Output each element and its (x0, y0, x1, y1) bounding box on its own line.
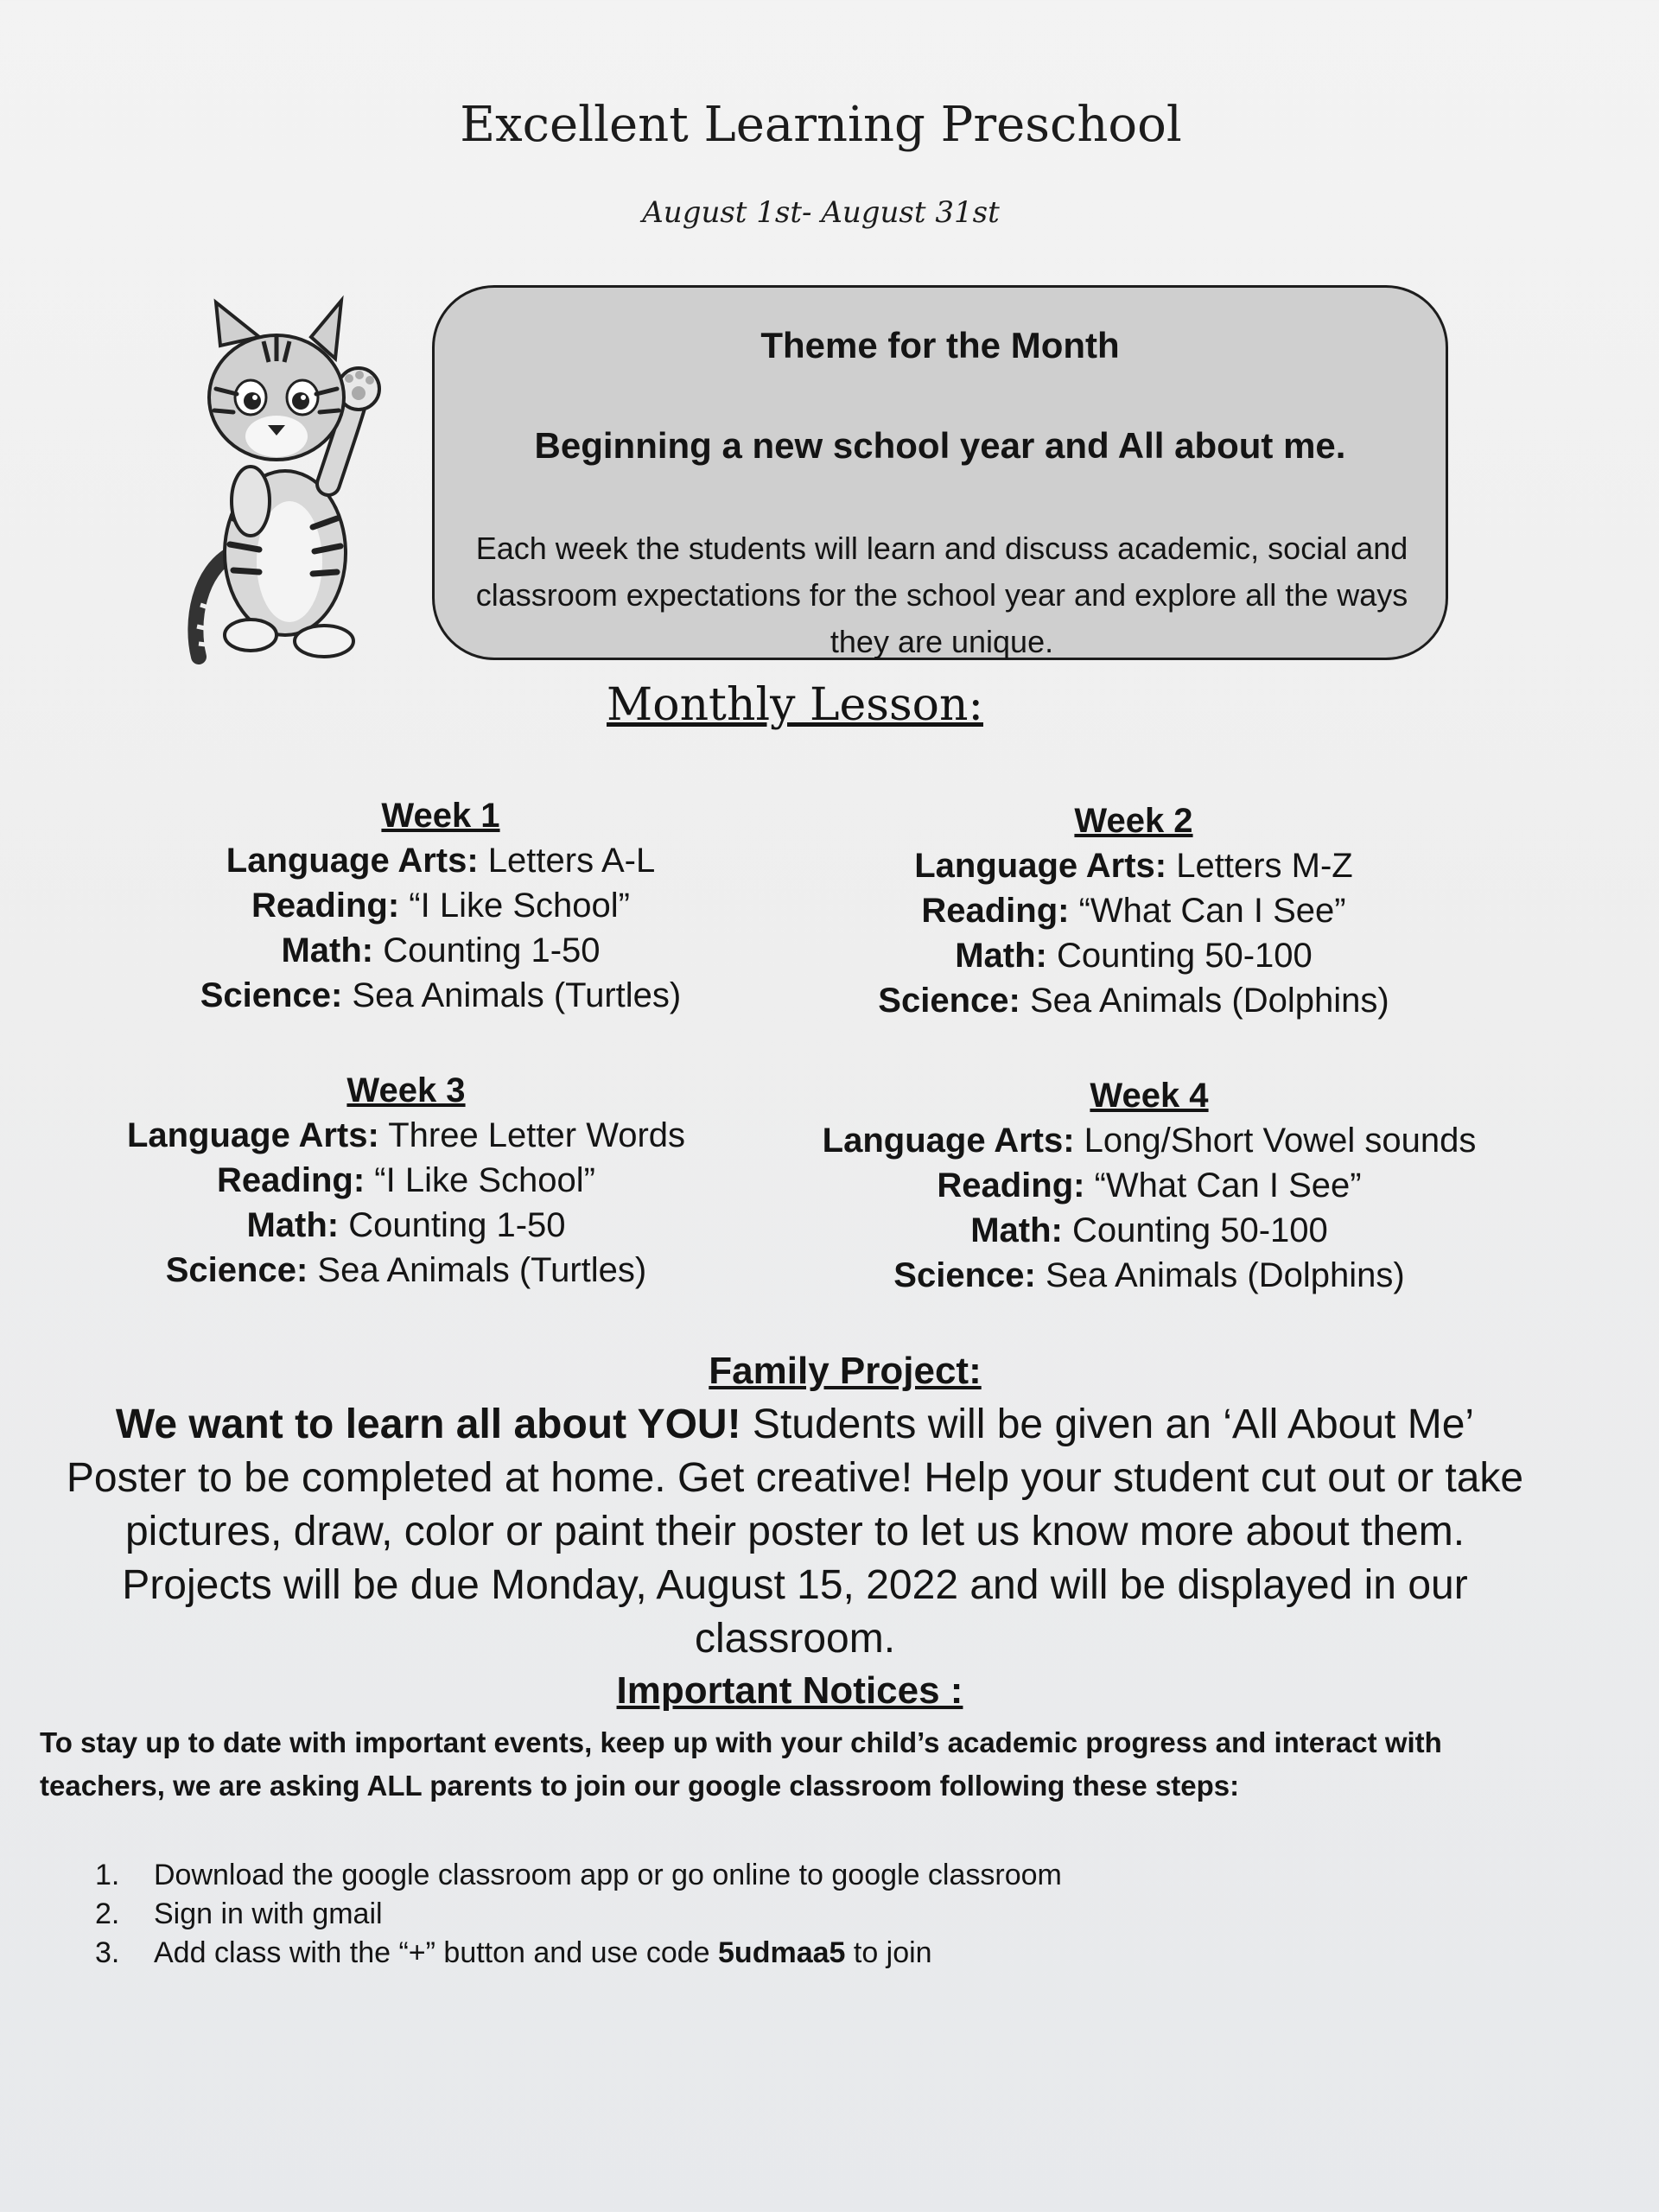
week-title: Week 3 (346, 1071, 466, 1109)
language-arts-value: Long/Short Vowel sounds (1084, 1122, 1477, 1160)
language-arts-label: Language Arts: (126, 1116, 379, 1154)
science-value: Sea Animals (Dolphins) (1029, 982, 1389, 1020)
list-item (95, 1895, 1391, 1934)
week-title: Week 4 (1090, 1077, 1209, 1115)
tiger-cub-icon (181, 294, 389, 665)
list-item (95, 1856, 1391, 1895)
theme-heading: Theme for the Month (760, 325, 1120, 365)
math-label: Math: (246, 1206, 340, 1244)
step-text: Add class with the “+” button and use code (154, 1936, 719, 1969)
reading-label: Reading: (217, 1161, 365, 1199)
reading-label: Reading: (937, 1166, 1085, 1205)
science-label: Science: (893, 1256, 1036, 1294)
language-arts-label: Language Arts: (226, 842, 479, 880)
science-label: Science: (878, 982, 1020, 1020)
language-arts-label: Language Arts: (822, 1122, 1075, 1160)
theme-subtitle: Beginning a new school year and All about me. (534, 425, 1346, 466)
science-value: Sea Animals (Turtles) (317, 1251, 647, 1289)
family-project-body (52, 1398, 1538, 1666)
date-range: August 1st- August 31st (642, 195, 1000, 230)
week-card (762, 798, 1505, 1023)
theme-description: Each week the students will learn and discuss academic, social and classroom expectations for the school year and explore all the ways they are unique. (475, 531, 1408, 659)
week-title: Week 2 (1074, 802, 1193, 840)
science-value: Sea Animals (Dolphins) (1045, 1256, 1405, 1294)
steps-list (95, 1856, 1391, 1973)
step-number: 2. (95, 1897, 120, 1930)
math-label: Math: (281, 931, 374, 969)
language-arts-value: Three Letter Words (388, 1116, 686, 1154)
week-card (35, 1068, 778, 1293)
math-label: Math: (970, 1211, 1063, 1249)
week-card (69, 793, 812, 1018)
important-notices-body: To stay up to date with important events, keep up with your child’s academic progress and interact with teachers, we are asking ALL parents to join our google classroom following these steps: (40, 1726, 1442, 1802)
important-notices-title: Important Notices : (616, 1669, 963, 1712)
math-value: Counting 50-100 (1056, 937, 1313, 975)
family-project-text: Students will be given an ‘All About Me’ Poster to be completed at home. Get creative! Help your student cut out or take pictures, draw, color or paint their poster to let us know more about them. Projects will be due Monday, August 15, 2022 and will be displayed in our classroom. (66, 1402, 1524, 1662)
family-project-lead: We want to learn all about YOU! (115, 1402, 741, 1447)
language-arts-value: Letters M-Z (1176, 847, 1353, 885)
monthly-lesson-title: Monthly Lesson: (607, 679, 983, 731)
science-label: Science: (200, 976, 343, 1014)
step-number: 3. (95, 1936, 120, 1969)
step-text: Download the google classroom app or go online to google classroom (154, 1859, 1062, 1891)
step-text: Sign in with gmail (154, 1897, 383, 1930)
math-value: Counting 50-100 (1071, 1211, 1328, 1249)
science-value: Sea Animals (Turtles) (352, 976, 682, 1014)
reading-label: Reading: (921, 892, 1070, 930)
science-label: Science: (165, 1251, 308, 1289)
week-title: Week 1 (381, 797, 500, 835)
math-label: Math: (955, 937, 1047, 975)
reading-value: “I Like School” (374, 1161, 595, 1199)
step-text-end: to join (845, 1936, 932, 1969)
language-arts-value: Letters A-L (487, 842, 656, 880)
reading-value: “What Can I See” (1094, 1166, 1362, 1205)
class-code: 5udmaa5 (718, 1936, 846, 1969)
school-name: Excellent Learning Preschool (460, 97, 1182, 153)
family-project-title: Family Project: (709, 1350, 982, 1392)
math-value: Counting 1-50 (348, 1206, 566, 1244)
list-item (95, 1934, 1391, 1973)
week-card (760, 1073, 1538, 1298)
math-value: Counting 1-50 (383, 931, 601, 969)
reading-label: Reading: (251, 887, 400, 925)
step-number: 1. (95, 1859, 120, 1891)
reading-value: “What Can I See” (1078, 892, 1346, 930)
reading-value: “I Like School” (409, 887, 630, 925)
language-arts-label: Language Arts: (914, 847, 1167, 885)
